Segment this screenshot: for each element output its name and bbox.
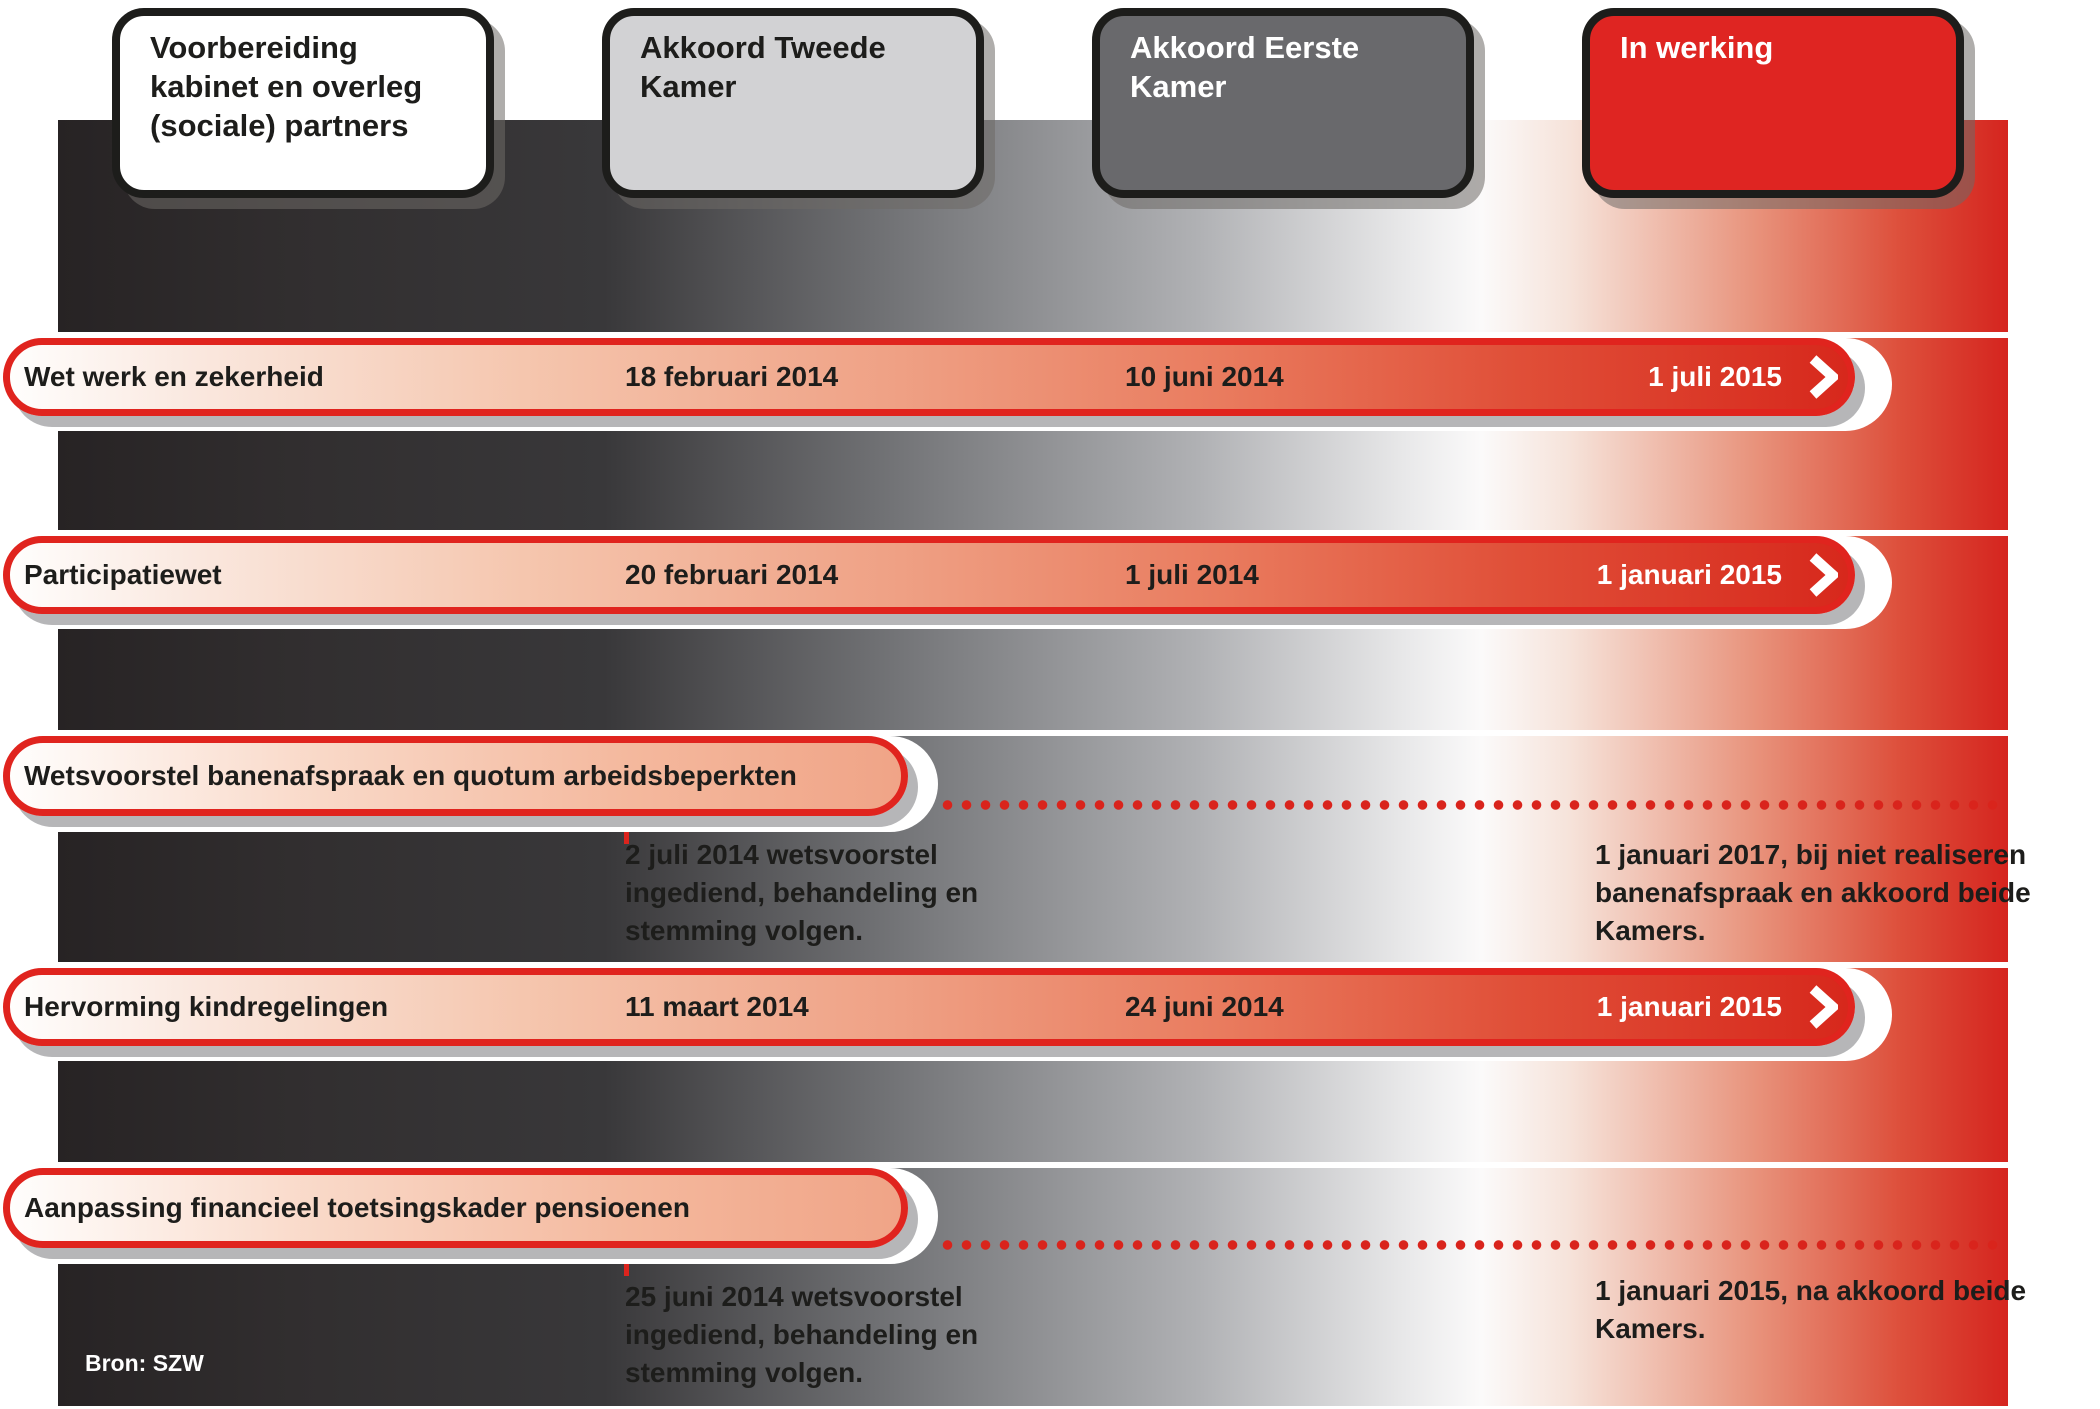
timeline-bar [3,968,1855,1046]
row-label: Wetsvoorstel banenafspraak en quotum arbeidsbeperkten [24,760,797,791]
column-header-akkoord-tweede-kamer: Akkoord Tweede Kamer [602,8,984,198]
date-tweede-kamer: 20 februari 2014 [625,559,839,590]
table-row [0,536,2100,638]
date-in-werking: 1 januari 2015 [1596,559,1782,590]
timeline-capsule [3,1168,908,1248]
column-header-in-werking: In werking [1582,8,1964,198]
date-tweede-kamer: 11 maart 2014 [625,991,809,1022]
timeline-bar [3,338,1855,416]
chevron-right-icon [1808,984,1838,1030]
chevron-right-icon [1808,552,1838,598]
column-header-akkoord-eerste-kamer: Akkoord Eerste Kamer [1092,8,1474,198]
row-note: 2 juli 2014 wetsvoorstel ingediend, behandeling en stemming volgen. [625,839,979,946]
row-label: Aanpassing financieel toetsingskader pensioenen [24,1192,690,1223]
row-label: Wet werk en zekerheid [24,361,324,392]
chevron-right-icon [1808,354,1838,400]
date-in-werking: 1 januari 2015 [1596,991,1782,1022]
table-row [0,338,2100,440]
in-werking-note: 1 januari 2017, bij niet realiseren banenafspraak en akkoord beide Kamers. [1595,839,2031,946]
date-eerste-kamer: 1 juli 2014 [1125,559,1259,590]
row-label: Hervorming kindregelingen [24,991,389,1022]
table-row [0,736,2100,838]
table-row [0,1168,2100,1270]
date-eerste-kamer: 10 juni 2014 [1125,361,1284,392]
column-header-voorbereiding: Voorbereiding kabinet en overleg (sociale) partners [112,8,494,198]
timeline-bar [3,536,1855,614]
date-tweede-kamer: 18 februari 2014 [625,361,839,392]
row-label: Participatiewet [24,559,222,590]
row-note: 25 juni 2014 wetsvoorstel ingediend, behandeling en stemming volgen. [625,1281,979,1388]
date-eerste-kamer: 24 juni 2014 [1125,991,1284,1022]
date-in-werking: 1 juli 2015 [1648,361,1782,392]
timeline-capsule [3,736,908,816]
source-label: Bron: SZW [85,1350,204,1376]
in-werking-note: 1 januari 2015, na akkoord beide Kamers. [1595,1275,2027,1344]
table-row [0,968,2100,1070]
